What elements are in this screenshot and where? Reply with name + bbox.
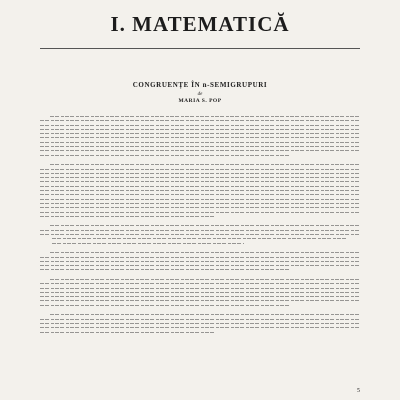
page-number: 5 — [357, 388, 360, 394]
document-page — [40, 8, 360, 394]
paragraph — [40, 314, 360, 332]
divider — [40, 48, 360, 49]
article-title: CONGRUENȚE ÎN n-SEMIGRUPURI — [132, 81, 268, 89]
author-name: MARIA S. POP — [178, 98, 222, 104]
paragraph — [40, 225, 360, 243]
paragraph — [40, 116, 360, 156]
section-title: I. MATEMATICĂ — [110, 12, 290, 36]
paragraph — [40, 164, 360, 217]
paragraph — [40, 279, 360, 306]
byline: de — [197, 92, 203, 97]
body-text — [40, 116, 360, 333]
paragraph — [40, 252, 360, 270]
